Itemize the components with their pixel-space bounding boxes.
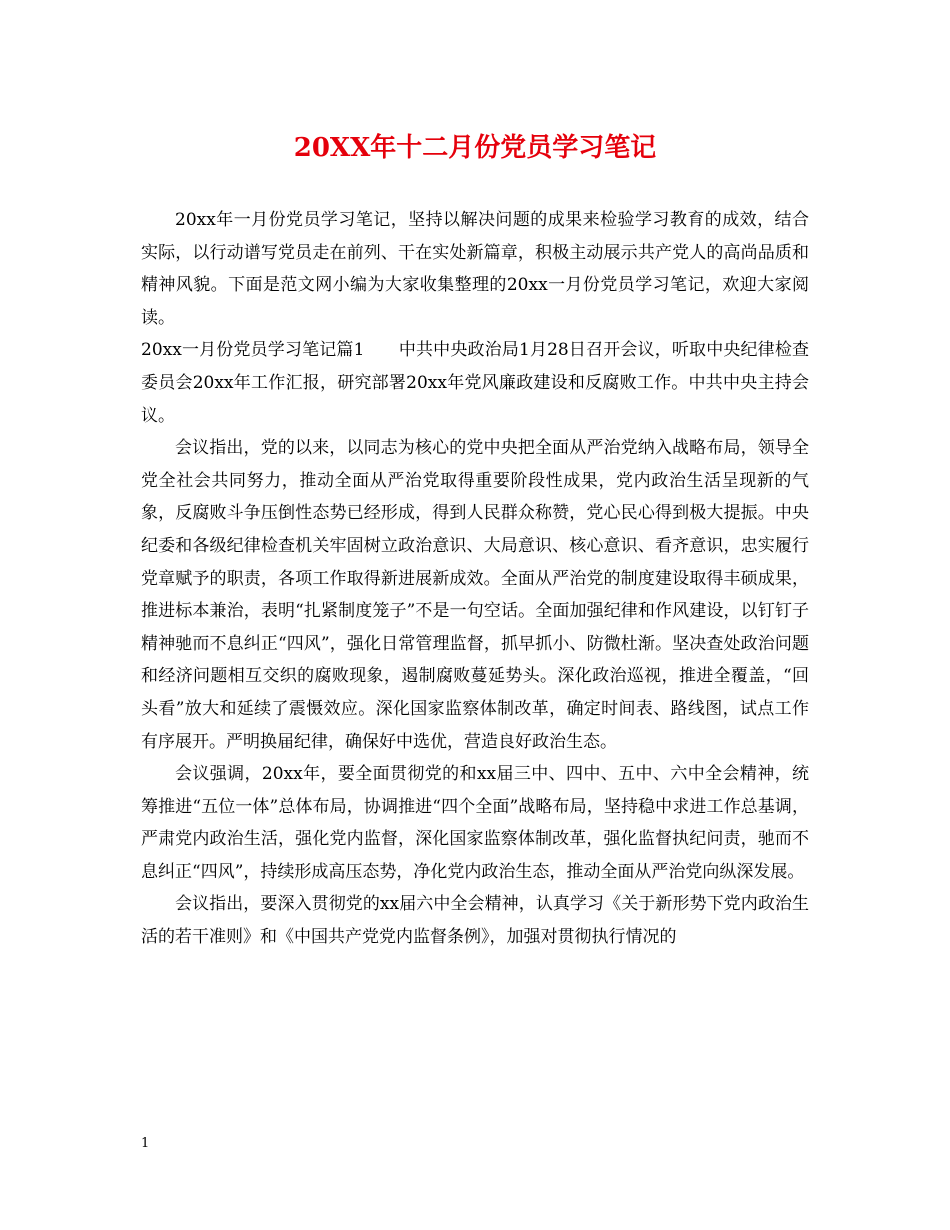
paragraph-meeting-emphasis: 会议强调，20xx年，要全面贯彻党的和xx届三中、四中、五中、六中全会精神，统筹推进“五位一体”总体布局，协调推进“四个全面”战略布局，坚持稳中求进工作总基调，严肃党内政治生活，强化党内监督，深化国家监察体制改革，强化监督执纪问责，驰而不息纠正“四风”，持续形成高压态势，净化党内政治生态，推动全面从严治党向纵深发展。 (141, 764, 809, 882)
paragraph-meeting-points: 会议指出，党的以来，以同志为核心的党中央把全面从严治党纳入战略布局，领导全党全社会共同努力，推动全面从严治党取得重要阶段性成果，党内政治生活呈现新的气象，反腐败斗争压倒性态势已经形成，得到人民群众称赞，党心民心得到极大提振。中央纪委和各级纪律检查机关牢固树立政治意识、大局意识、核心意识、看齐意识，忠实履行党章赋予的职责，各项工作取得新进展新成效。全面从严治党的制度建设取得丰硕成果，推进标本兼治，表明“扎紧制度笼子”不是一句空话。全面加强纪律和作风建设，以钉钉子精神驰而不息纠正“四风”，强化日常管理监督，抓早抓小、防微杜渐。坚决查处政治问题和经济问题相互交织的腐败现象，遏制腐败蔓延势头。深化政治巡视，推进全覆盖，“回头看”放大和延续了震慑效应。深化国家监察体制改革，确定时间表、路线图，试点工作有序展开。严明换届纪律，确保好中选优，营造良好政治生态。 (141, 438, 809, 752)
document-title: 20XX年十二月份党员学习笔记 (293, 133, 657, 163)
paragraph-article-1: 20xx一月份党员学习笔记篇1 中共中央政治局1月28日召开会议，听取中央纪律检查委员会20xx年工作汇报，研究部署20xx年党风廉政建设和反腐败工作。中共中央主持会议。 (141, 340, 809, 426)
paragraph-meeting-plenary: 会议指出，要深入贯彻党的xx届六中全会精神，认真学习《关于新形势下党内政治生活的若干准则》和《中国共产党党内监督条例》，加强对贯彻执行情况的 (141, 894, 809, 948)
page-number: 1 (141, 1136, 150, 1151)
paragraph-intro: 20xx年一月份党员学习笔记，坚持以解决问题的成果来检验学习教育的成效，结合实际，以行动谱写党员走在前列、干在实处新篇章，积极主动展示共产党人的高尚品质和精神风貌。下面是范文网小编为大家收集整理的20xx一月份党员学习笔记，欢迎大家阅读。 (141, 210, 809, 328)
document-body (141, 204, 809, 954)
